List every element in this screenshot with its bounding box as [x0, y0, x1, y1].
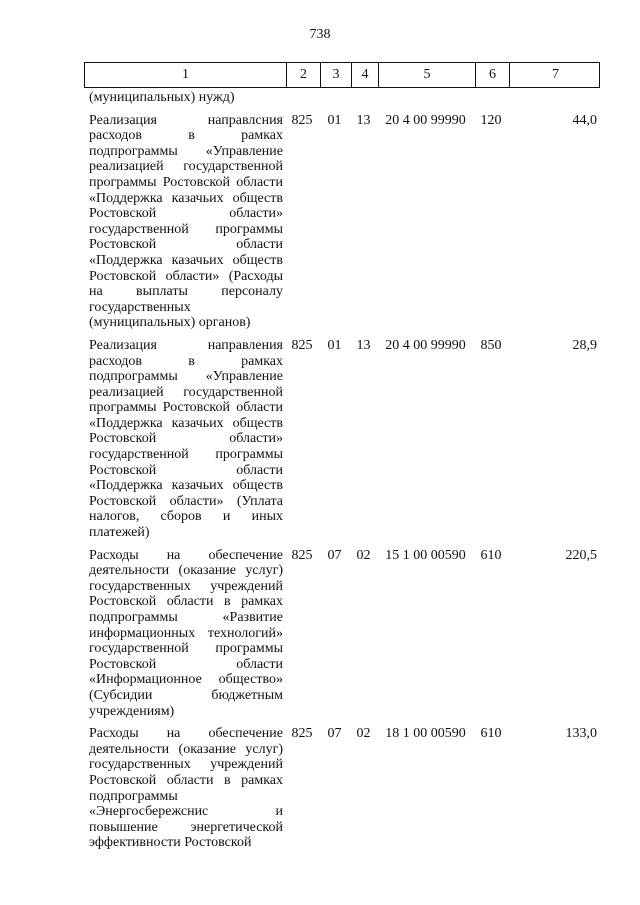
row-amount: 220,5 [565, 547, 597, 563]
row-ministry-code: 825 [291, 726, 313, 742]
continuation-row [84, 90, 600, 106]
row-description: Реализация направления расходов в рамках подпрограммы «Управление реализацией государственной программы Ростовской области «Поддержка казачьих обществ Ростовской области» государственной программы Ростовской области «Поддержка казачьих обществ Ростовской области» (Уплата налогов, сборов и иных платежей) [89, 337, 283, 541]
page-number: 738 [309, 27, 331, 42]
continuation-text: (муниципальных) нужд) [89, 90, 235, 105]
table-row [84, 338, 600, 541]
table-row [84, 548, 600, 720]
row-expense-type: 850 [480, 337, 502, 353]
row-section-code: 07 [327, 726, 342, 742]
header-col-1: 1 [182, 67, 189, 82]
row-subsection-code: 02 [356, 547, 371, 563]
row-description: Расходы на обеспечение деятельности (оказание услуг) государственных учреждений Ростовской области в рамках подпрограммы «Энергосбережснис и повышение энергетической эффективности Ростовской [89, 726, 283, 851]
budget-table [84, 62, 600, 851]
row-amount: 44,0 [572, 112, 597, 128]
row-ministry-code: 825 [291, 112, 313, 128]
row-section-code: 01 [327, 337, 342, 353]
row-ministry-code: 825 [291, 547, 313, 563]
row-target-article: 20 4 00 99990 [385, 112, 466, 128]
row-expense-type: 120 [480, 112, 502, 128]
row-target-article: 15 1 00 00590 [385, 547, 466, 563]
row-ministry-code: 825 [291, 337, 313, 353]
row-subsection-code: 13 [356, 337, 371, 353]
row-expense-type: 610 [480, 547, 502, 563]
header-col-4: 4 [351, 63, 378, 87]
row-subsection-code: 02 [356, 726, 371, 742]
row-target-article: 20 4 00 99990 [385, 337, 466, 353]
header-col-3: 3 [320, 63, 351, 87]
table-row [84, 113, 600, 331]
row-section-code: 07 [327, 547, 342, 563]
row-description: Реализация направлсния расходов в рамках подпрограммы «Управление реализацией государственной программы Ростовской области «Поддержка казачьих обществ Ростовской области» государственной программы Ростовской области «Поддержка казачьих обществ Ростовской области» (Расходы на выплаты персоналу государственных (муниципальных) органов) [89, 112, 283, 331]
row-description: Расходы на обеспечение деятельности (оказание услуг) государственных учреждений Ростовской области в рамках подпрограммы «Развитие информационных технологий» государственной программы Ростовской области «Информационное общество» (Субсидии бюджетным учреждениям) [89, 547, 283, 719]
row-section-code: 01 [327, 112, 342, 128]
row-amount: 133,0 [565, 726, 597, 742]
row-expense-type: 610 [480, 726, 502, 742]
row-target-article: 18 1 00 00590 [385, 726, 466, 742]
header-col-6: 6 [475, 63, 509, 87]
row-subsection-code: 13 [356, 112, 371, 128]
header-col-2: 2 [286, 63, 320, 87]
header-col-7: 7 [509, 63, 601, 87]
row-amount: 28,9 [572, 337, 597, 353]
header-col-5: 5 [378, 63, 475, 87]
table-header [84, 62, 600, 88]
table-row [84, 726, 600, 851]
